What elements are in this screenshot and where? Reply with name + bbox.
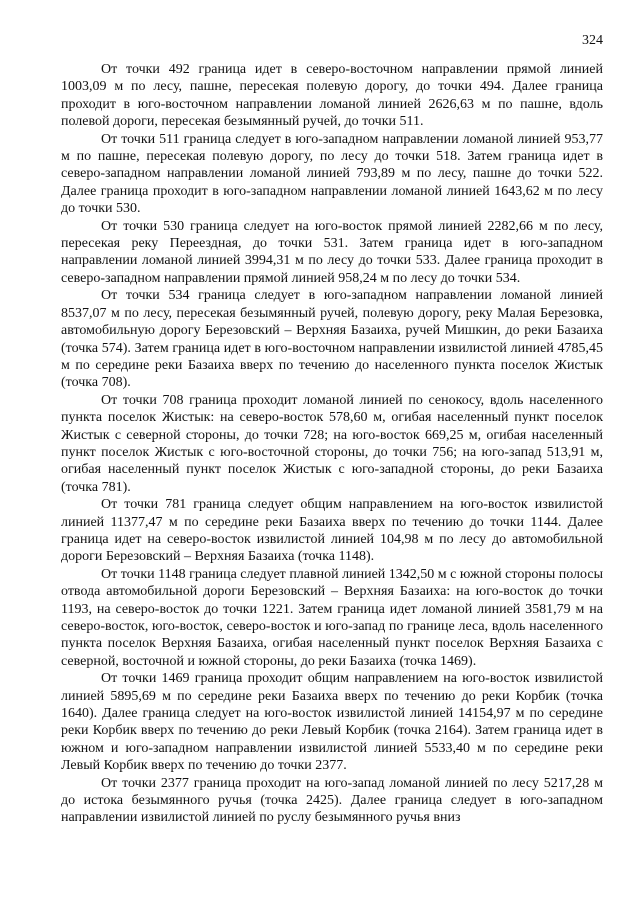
paragraph: От точки 1469 граница проходит общим направлением на юго-восток извилистой линией 5895,69 м по середине реки Базаиха вверх по течению до реки Корбик (точка 1640). Далее граница следует на юго-восток извилистой линией 14154,97 м по середине реки Корбик вверх по течению до реки Левый Корбик (точка 2164). Затем граница идет в южном и юго-западном направлении извилистой линией 5533,40 м по середине реки Левый Корбик вверх по течению до точки 2377. — [61, 671, 603, 774]
document-body — [61, 61, 603, 827]
paragraph: От точки 511 граница следует в юго-западном направлении ломаной линией 953,77 м по пашне, пересекая полевую дорогу, по лесу до точки 518. Затем граница идет в северо-западном направлении ломаной линией 793,89 м по лесу, пашне до точки 522. Далее граница проходит в юго-западном направлении ломаной линией 1643,62 м по лесу до точки 530. — [61, 131, 603, 217]
paragraph: От точки 781 граница следует общим направлением на юго-восток извилистой линией 11377,47 м по середине реки Базаиха вверх по течению до точки 1144. Далее граница идет на северо-восток извилистой линией 104,98 м по лесу до автомобильной дороги Березовский – Верхняя Базаиха (точка 1148). — [61, 497, 603, 565]
page-number: 324 — [582, 33, 603, 48]
paragraph: От точки 708 граница проходит ломаной линией по сенокосу, вдоль населенного пункта поселок Жистык: на северо-восток 578,60 м, огибая населенный пункт поселок Жистык с северной стороны, до точки 728; на юго-восток 669,25 м, огибая населенный пункт поселок Жистык с юго-восточной стороны, до точки 756; на юго-запад 513,91 м, огибая населенный пункт поселок Жистык с юго-западной стороны, до реки Базаиха (точка 781). — [61, 392, 603, 495]
paragraph: От точки 2377 граница проходит на юго-запад ломаной линией по лесу 5217,28 м до истока безымянного ручья (точка 2425). Далее граница следует в юго-западном направлении извилистой линией по руслу безымянного ручья вниз — [61, 775, 603, 826]
paragraph: От точки 530 граница следует на юго-восток прямой линией 2282,66 м по лесу, пересекая реку Переездная, до точки 531. Затем граница идет в юго-западном направлении ломаной линией 3994,31 м по лесу до точки 533. Далее граница проходит в северо-западном направлении прямой линией 958,24 м по лесу до точки 534. — [61, 218, 603, 286]
paragraph: От точки 492 граница идет в северо-восточном направлении прямой линией 1003,09 м по лесу, пашне, пересекая полевую дорогу, до точки 494. Далее граница проходит в юго-восточном направлении ломаной линией 2626,63 м по пашне, вдоль полевой дороги, пересекая безымянный ручей, до точки 511. — [61, 62, 603, 130]
paragraph: От точки 534 граница следует в юго-западном направлении ломаной линией 8537,07 м по лесу, пересекая безымянный ручей, полевую дорогу, реку Малая Березовка, автомобильную дорогу Березовский – Верхняя Базаиха, ручей Мишкин, до реки Базаиха (точка 574). Затем граница идет в юго-восточном направлении извилистой линией 4785,45 м по середине реки Базаиха вверх по течению до населенного пункта поселок Жистык (точка 708). — [61, 288, 603, 391]
paragraph: От точки 1148 граница следует плавной линией 1342,50 м с южной стороны полосы отвода автомобильной дороги Березовский – Верхняя Базаиха: на юго-восток до точки 1193, на северо-восток до точки 1221. Затем граница идет ломаной линией 3581,79 м на северо-восток, юго-восток, северо-восток и юго-запад по границе леса, вдоль населенного пункта поселок Верхняя Базаиха, огибая населенный пункт поселок Верхняя Базаиха с северной, восточной и южной стороны, до реки Базаиха (точка 1469). — [61, 566, 603, 669]
